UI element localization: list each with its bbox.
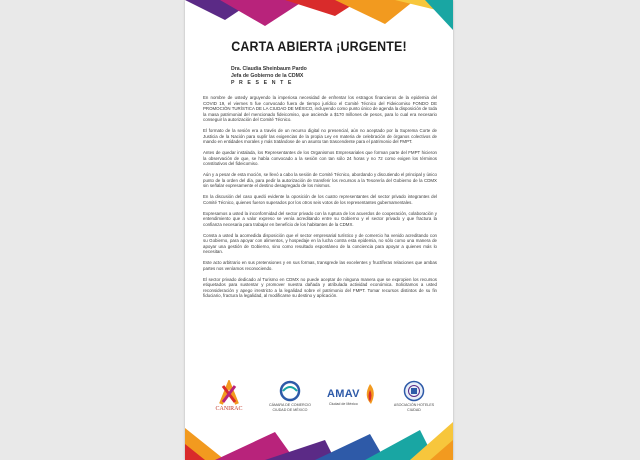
- canirac-label: CANIRAC: [215, 406, 243, 412]
- body-paragraph: Este acto arbitrario en sus pretensiones y en sus formas, transgrede las excelentes y fructíferas relaciones que ambas partes nos veníamos reconociendo.: [203, 260, 437, 271]
- body-paragraph: Aún y a pesar de esta moción, se llevó a cabo la sesión de Comité Técnico, abordando y discutiendo el principal y único punto de la orden del día, para pedir la autorización de transferir los recursos a la Tesorería del Gobierno de la CDMX sin señalar expresamente el destino desagregado de los mismos.: [203, 172, 437, 189]
- canirac-emblem: [203, 380, 255, 406]
- asociacion-hoteles-label: ASOCIACIÓN HOTELES: [393, 403, 435, 407]
- body-paragraph: Expresamos a usted la inconformidad del sector privado con la ruptura de los acuerdos de cooperación, colaboración y entendimiento que a valor expreso se venía acreditando entre su Gobierno y el sector privado y que fractura la confianza necesaria para trabajar en beneficio de los habitantes de la CDMX.: [203, 210, 437, 227]
- asociacion-hoteles-emblem: [387, 380, 441, 402]
- addressee-greeting: P R E S E N T E: [231, 80, 293, 87]
- letter-title: CARTA ABIERTA ¡URGENTE!: [231, 39, 407, 54]
- body-paragraph: El formato de la sesión era a través de un recurso digital no presencial, aún no aceptado por la Suprema Corte de Justicia de la Nación para suplir las exigencias de la propia Ley en materia de celebración de órganos colectivos de mando en entidades morales y más tratándose de un asunto tan trascendente para el patrimonio del FMPT.: [203, 128, 437, 145]
- body-paragraph: Antes de quedar instalada, los Representantes de los Organismos Empresariales que forman parte del FMPT hicieron la observación de que, se había convocado a la sesión con tan sólo 24 horas y no 72 como exigen los términos constitutivos del fideicomiso.: [203, 150, 437, 167]
- body-paragraph: En la discusión del caso quedó evidente la oposición de los cuatro representantes del sector privado integrantes del Comité Técnico, quienes fueron superados por los otros seis votos de los representantes gubernamentales.: [203, 194, 437, 205]
- deco-shape-teal: [425, 0, 453, 30]
- letter-body: [203, 95, 437, 304]
- body-paragraph: Consta a usted la acomedida disposición que el sector empresarial turístico y de comercio ha venido acreditando con su Gobierno, para apoyar con alimentos, y hospedaje en la lucha contra esta epidemia, no sólo como una manera de apoyar una gestión de Gobierno, sino como resultado espontáneo de la conciencia para apoyar a quienes más lo necesitan.: [203, 232, 437, 255]
- camara-comercio-sublabel: CIUDAD DE MÉXICO: [272, 408, 308, 412]
- signatory-logos: [197, 380, 445, 416]
- addressee-role: Jefa de Gobierno de la CDMX: [231, 73, 304, 80]
- canirac-logo-icon: [203, 380, 255, 416]
- camara-comercio-label: CÁMARA DE COMERCIO: [269, 403, 311, 407]
- deco-shape-orange: [335, 0, 415, 24]
- asociacion-hoteles-sublabel: CIUDAD: [407, 408, 421, 412]
- addressee-block: [231, 66, 307, 88]
- top-decoration: [185, 0, 453, 30]
- body-paragraph: En nombre de ustedy arguyendo la imperiosa necesidad de enfrentar los estragos financieros de la epidemia del COVID 19, el viernes 5 fue convocado fuera de tiempo jurídico el Comité Técnico del Fideicomiso FONDO DE PROMOCIÓN TURÍSTICA DE LA CIUDAD DE MÉXICO, incluyendo como punto único de agenda la disposición de toda la masa patrimonial del mencionado fideicomiso, que asciende a $170 millones de pesos, para lo cual era necesario conseguir la autorización del Comité Técnico.: [203, 95, 437, 123]
- camara-comercio-emblem: [261, 380, 319, 402]
- asociacion-hoteles-logo-icon: [387, 380, 441, 416]
- amav-sublabel: Ciudad de México: [329, 402, 358, 406]
- letter-page: [185, 0, 453, 460]
- addressee-name: Dra. Claudia Sheinbaum Pardo: [231, 66, 307, 72]
- camara-comercio-logo-icon: [261, 380, 319, 416]
- body-paragraph: El sector privado dedicado al Turismo en CDMX no puede aceptar de ninguna manera que se expropien los recursos etiquetados para sustentar y promover nuestra dañada y atribulada actividad económica. Solicitamos a usted reconsideración y apego irrestricto a la legalidad sobre el patrimonio del FMPT. Tomar recursos distintos de su fin fiduciario, fractura la legalidad, al modificarse su destino y aplicación.: [203, 276, 437, 299]
- amav-wordmark: AMAV: [327, 388, 360, 400]
- amav-logo-icon: [325, 380, 381, 416]
- bottom-decoration: [185, 414, 453, 460]
